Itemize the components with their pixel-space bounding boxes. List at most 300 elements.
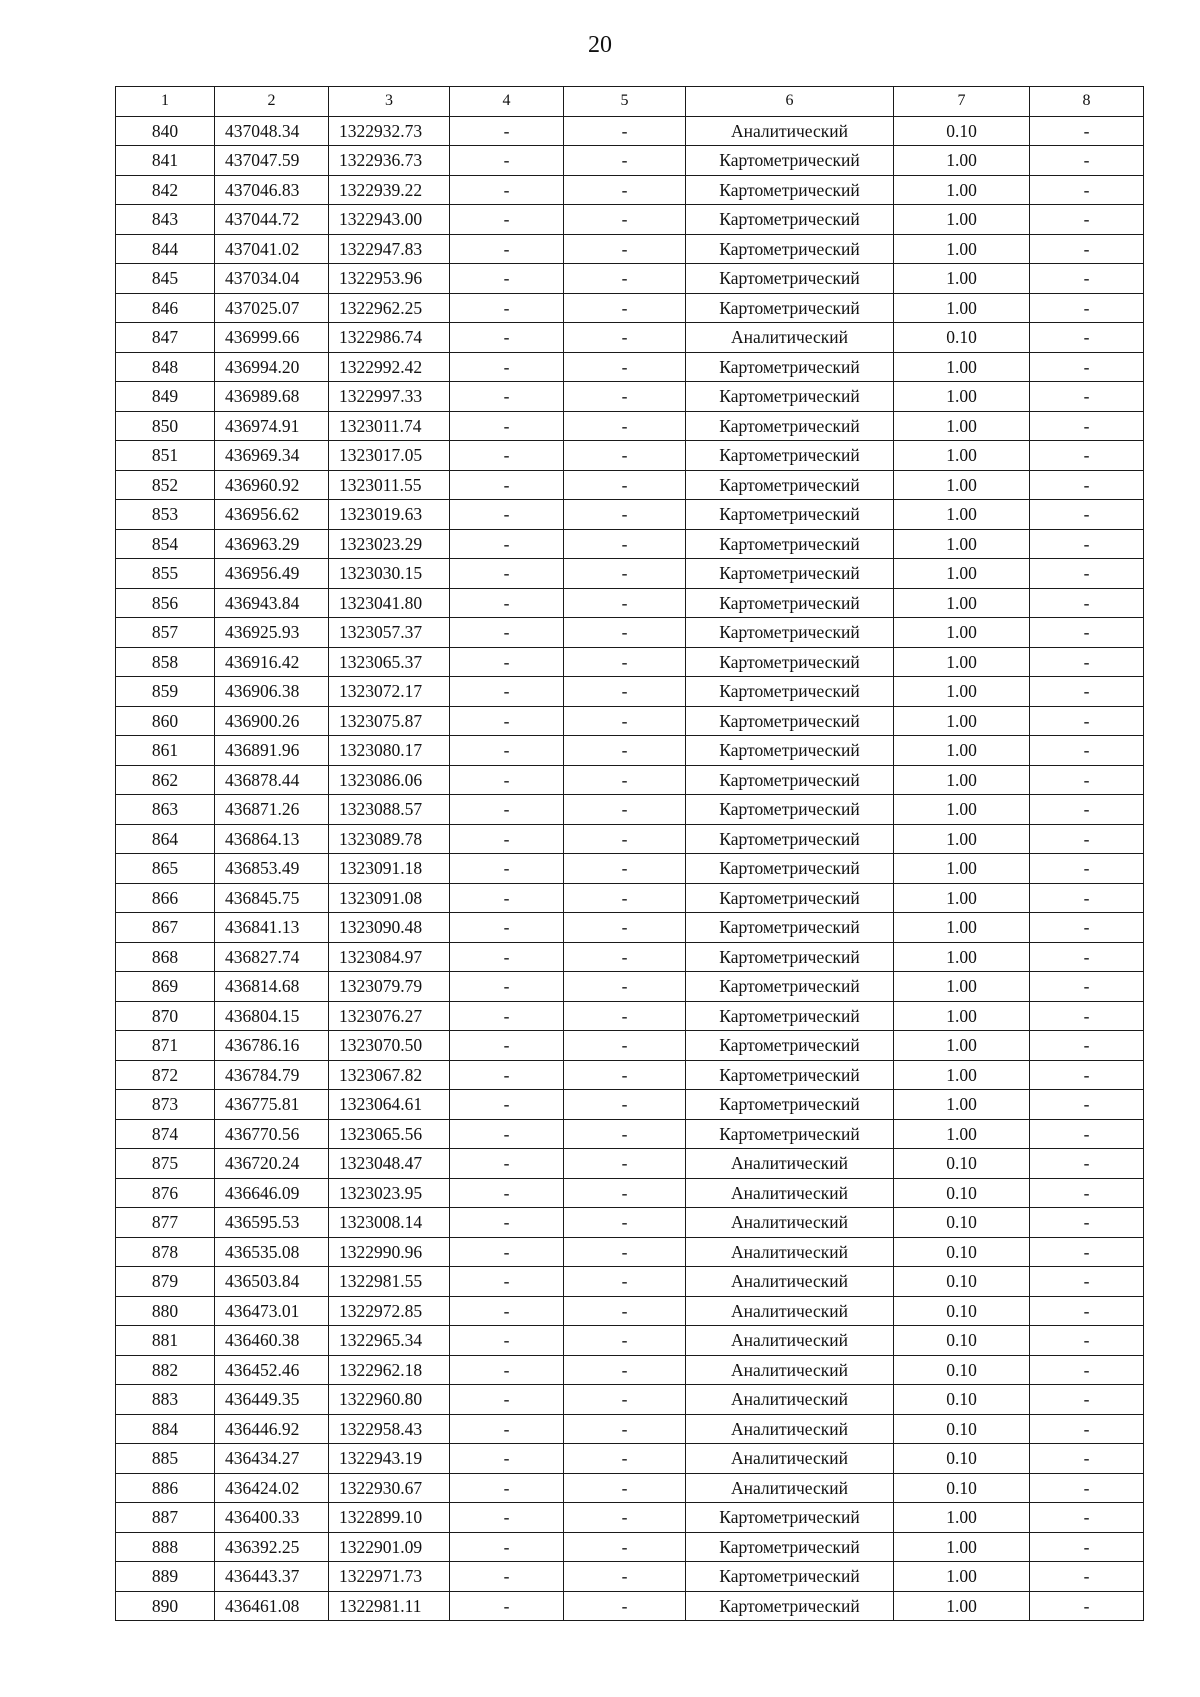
x-coordinate-cell: 436974.91 xyxy=(215,411,329,441)
col8-cell: - xyxy=(1030,1503,1144,1533)
col8-cell: - xyxy=(1030,1591,1144,1621)
col8-cell: - xyxy=(1030,706,1144,736)
point-number-cell: 890 xyxy=(116,1591,215,1621)
y-coordinate-cell: 1322953.96 xyxy=(329,264,450,294)
col8-cell: - xyxy=(1030,234,1144,264)
col4-cell: - xyxy=(450,234,564,264)
col8-cell: - xyxy=(1030,1208,1144,1238)
col4-cell: - xyxy=(450,1208,564,1238)
y-coordinate-cell: 1323072.17 xyxy=(329,677,450,707)
accuracy-cell: 1.00 xyxy=(894,175,1030,205)
point-number-cell: 882 xyxy=(116,1355,215,1385)
y-coordinate-cell: 1323017.05 xyxy=(329,441,450,471)
y-coordinate-cell: 1322901.09 xyxy=(329,1532,450,1562)
header-cell: 6 xyxy=(686,87,894,117)
point-number-cell: 847 xyxy=(116,323,215,353)
method-cell: Картометрический xyxy=(686,618,894,648)
accuracy-cell: 1.00 xyxy=(894,1532,1030,1562)
col5-cell: - xyxy=(564,1385,686,1415)
point-number-cell: 874 xyxy=(116,1119,215,1149)
table-row xyxy=(116,1444,1144,1474)
point-number-cell: 852 xyxy=(116,470,215,500)
x-coordinate-cell: 436443.37 xyxy=(215,1562,329,1592)
col8-cell: - xyxy=(1030,1267,1144,1297)
accuracy-cell: 1.00 xyxy=(894,1090,1030,1120)
col8-cell: - xyxy=(1030,1149,1144,1179)
accuracy-cell: 1.00 xyxy=(894,529,1030,559)
point-number-cell: 866 xyxy=(116,883,215,913)
table-row xyxy=(116,1385,1144,1415)
point-number-cell: 857 xyxy=(116,618,215,648)
table-row xyxy=(116,588,1144,618)
y-coordinate-cell: 1323080.17 xyxy=(329,736,450,766)
x-coordinate-cell: 436916.42 xyxy=(215,647,329,677)
method-cell: Картометрический xyxy=(686,559,894,589)
method-cell: Аналитический xyxy=(686,1267,894,1297)
accuracy-cell: 1.00 xyxy=(894,411,1030,441)
table-header-row xyxy=(116,87,1144,117)
col4-cell: - xyxy=(450,1473,564,1503)
col4-cell: - xyxy=(450,1414,564,1444)
table-row xyxy=(116,1503,1144,1533)
col8-cell: - xyxy=(1030,500,1144,530)
y-coordinate-cell: 1323075.87 xyxy=(329,706,450,736)
col4-cell: - xyxy=(450,913,564,943)
col5-cell: - xyxy=(564,1414,686,1444)
col5-cell: - xyxy=(564,264,686,294)
y-coordinate-cell: 1322943.19 xyxy=(329,1444,450,1474)
col5-cell: - xyxy=(564,913,686,943)
accuracy-cell: 1.00 xyxy=(894,795,1030,825)
y-coordinate-cell: 1323084.97 xyxy=(329,942,450,972)
col8-cell: - xyxy=(1030,470,1144,500)
table-row xyxy=(116,795,1144,825)
method-cell: Картометрический xyxy=(686,1031,894,1061)
accuracy-cell: 1.00 xyxy=(894,293,1030,323)
col8-cell: - xyxy=(1030,1532,1144,1562)
x-coordinate-cell: 436460.38 xyxy=(215,1326,329,1356)
accuracy-cell: 1.00 xyxy=(894,883,1030,913)
point-number-cell: 865 xyxy=(116,854,215,884)
col4-cell: - xyxy=(450,1001,564,1031)
col8-cell: - xyxy=(1030,264,1144,294)
y-coordinate-cell: 1322960.80 xyxy=(329,1385,450,1415)
col4-cell: - xyxy=(450,618,564,648)
col5-cell: - xyxy=(564,1355,686,1385)
x-coordinate-cell: 436720.24 xyxy=(215,1149,329,1179)
point-number-cell: 863 xyxy=(116,795,215,825)
accuracy-cell: 1.00 xyxy=(894,234,1030,264)
x-coordinate-cell: 436814.68 xyxy=(215,972,329,1002)
table-row xyxy=(116,1208,1144,1238)
col8-cell: - xyxy=(1030,588,1144,618)
col5-cell: - xyxy=(564,1503,686,1533)
accuracy-cell: 1.00 xyxy=(894,913,1030,943)
x-coordinate-cell: 436900.26 xyxy=(215,706,329,736)
y-coordinate-cell: 1323067.82 xyxy=(329,1060,450,1090)
col5-cell: - xyxy=(564,618,686,648)
method-cell: Картометрический xyxy=(686,1503,894,1533)
table-row xyxy=(116,824,1144,854)
point-number-cell: 853 xyxy=(116,500,215,530)
header-cell: 5 xyxy=(564,87,686,117)
col5-cell: - xyxy=(564,795,686,825)
accuracy-cell: 1.00 xyxy=(894,352,1030,382)
col4-cell: - xyxy=(450,1532,564,1562)
y-coordinate-cell: 1322932.73 xyxy=(329,116,450,146)
col5-cell: - xyxy=(564,441,686,471)
accuracy-cell: 1.00 xyxy=(894,559,1030,589)
header-cell: 2 xyxy=(215,87,329,117)
method-cell: Картометрический xyxy=(686,942,894,972)
table-row xyxy=(116,1473,1144,1503)
method-cell: Аналитический xyxy=(686,1296,894,1326)
table-row xyxy=(116,1355,1144,1385)
x-coordinate-cell: 436646.09 xyxy=(215,1178,329,1208)
table-row xyxy=(116,1326,1144,1356)
accuracy-cell: 0.10 xyxy=(894,1296,1030,1326)
method-cell: Картометрический xyxy=(686,765,894,795)
col4-cell: - xyxy=(450,1267,564,1297)
col4-cell: - xyxy=(450,883,564,913)
col5-cell: - xyxy=(564,234,686,264)
y-coordinate-cell: 1323091.08 xyxy=(329,883,450,913)
y-coordinate-cell: 1323070.50 xyxy=(329,1031,450,1061)
accuracy-cell: 1.00 xyxy=(894,264,1030,294)
x-coordinate-cell: 436960.92 xyxy=(215,470,329,500)
col5-cell: - xyxy=(564,1267,686,1297)
y-coordinate-cell: 1323030.15 xyxy=(329,559,450,589)
table-row xyxy=(116,1119,1144,1149)
col5-cell: - xyxy=(564,382,686,412)
table-row xyxy=(116,470,1144,500)
point-number-cell: 846 xyxy=(116,293,215,323)
method-cell: Картометрический xyxy=(686,706,894,736)
accuracy-cell: 1.00 xyxy=(894,1503,1030,1533)
point-number-cell: 845 xyxy=(116,264,215,294)
col5-cell: - xyxy=(564,1119,686,1149)
col4-cell: - xyxy=(450,1090,564,1120)
col8-cell: - xyxy=(1030,1414,1144,1444)
y-coordinate-cell: 1322962.18 xyxy=(329,1355,450,1385)
col5-cell: - xyxy=(564,293,686,323)
accuracy-cell: 1.00 xyxy=(894,588,1030,618)
col8-cell: - xyxy=(1030,765,1144,795)
col5-cell: - xyxy=(564,972,686,1002)
col8-cell: - xyxy=(1030,1031,1144,1061)
point-number-cell: 878 xyxy=(116,1237,215,1267)
point-number-cell: 873 xyxy=(116,1090,215,1120)
x-coordinate-cell: 436956.49 xyxy=(215,559,329,589)
col8-cell: - xyxy=(1030,205,1144,235)
point-number-cell: 859 xyxy=(116,677,215,707)
method-cell: Аналитический xyxy=(686,1414,894,1444)
method-cell: Картометрический xyxy=(686,234,894,264)
method-cell: Картометрический xyxy=(686,736,894,766)
col8-cell: - xyxy=(1030,529,1144,559)
accuracy-cell: 1.00 xyxy=(894,146,1030,176)
point-number-cell: 854 xyxy=(116,529,215,559)
y-coordinate-cell: 1323065.56 xyxy=(329,1119,450,1149)
col4-cell: - xyxy=(450,411,564,441)
x-coordinate-cell: 436424.02 xyxy=(215,1473,329,1503)
y-coordinate-cell: 1323090.48 xyxy=(329,913,450,943)
x-coordinate-cell: 436784.79 xyxy=(215,1060,329,1090)
y-coordinate-cell: 1323057.37 xyxy=(329,618,450,648)
method-cell: Аналитический xyxy=(686,1355,894,1385)
col5-cell: - xyxy=(564,470,686,500)
col4-cell: - xyxy=(450,1149,564,1179)
accuracy-cell: 0.10 xyxy=(894,1149,1030,1179)
table-row xyxy=(116,1090,1144,1120)
col8-cell: - xyxy=(1030,559,1144,589)
col8-cell: - xyxy=(1030,382,1144,412)
accuracy-cell: 1.00 xyxy=(894,500,1030,530)
col8-cell: - xyxy=(1030,1473,1144,1503)
method-cell: Аналитический xyxy=(686,1385,894,1415)
col8-cell: - xyxy=(1030,854,1144,884)
point-number-cell: 875 xyxy=(116,1149,215,1179)
x-coordinate-cell: 436853.49 xyxy=(215,854,329,884)
point-number-cell: 841 xyxy=(116,146,215,176)
col8-cell: - xyxy=(1030,942,1144,972)
col4-cell: - xyxy=(450,1031,564,1061)
col4-cell: - xyxy=(450,1591,564,1621)
accuracy-cell: 0.10 xyxy=(894,1473,1030,1503)
col4-cell: - xyxy=(450,824,564,854)
method-cell: Картометрический xyxy=(686,647,894,677)
col4-cell: - xyxy=(450,323,564,353)
x-coordinate-cell: 436999.66 xyxy=(215,323,329,353)
table-row xyxy=(116,765,1144,795)
method-cell: Картометрический xyxy=(686,382,894,412)
accuracy-cell: 1.00 xyxy=(894,647,1030,677)
method-cell: Картометрический xyxy=(686,411,894,441)
method-cell: Картометрический xyxy=(686,1591,894,1621)
point-number-cell: 877 xyxy=(116,1208,215,1238)
col5-cell: - xyxy=(564,1001,686,1031)
method-cell: Аналитический xyxy=(686,1473,894,1503)
x-coordinate-cell: 436503.84 xyxy=(215,1267,329,1297)
col4-cell: - xyxy=(450,1119,564,1149)
table-row xyxy=(116,352,1144,382)
table-row xyxy=(116,913,1144,943)
method-cell: Картометрический xyxy=(686,795,894,825)
table-row xyxy=(116,500,1144,530)
table-row xyxy=(116,234,1144,264)
col4-cell: - xyxy=(450,1503,564,1533)
x-coordinate-cell: 436804.15 xyxy=(215,1001,329,1031)
x-coordinate-cell: 436994.20 xyxy=(215,352,329,382)
point-number-cell: 851 xyxy=(116,441,215,471)
x-coordinate-cell: 436786.16 xyxy=(215,1031,329,1061)
col5-cell: - xyxy=(564,352,686,382)
col5-cell: - xyxy=(564,1237,686,1267)
table-row xyxy=(116,1296,1144,1326)
table-row xyxy=(116,1562,1144,1592)
x-coordinate-cell: 436956.62 xyxy=(215,500,329,530)
x-coordinate-cell: 436963.29 xyxy=(215,529,329,559)
accuracy-cell: 0.10 xyxy=(894,1444,1030,1474)
table-row xyxy=(116,205,1144,235)
point-number-cell: 876 xyxy=(116,1178,215,1208)
y-coordinate-cell: 1323008.14 xyxy=(329,1208,450,1238)
col5-cell: - xyxy=(564,1326,686,1356)
method-cell: Аналитический xyxy=(686,1208,894,1238)
table-row xyxy=(116,972,1144,1002)
accuracy-cell: 1.00 xyxy=(894,677,1030,707)
table-row xyxy=(116,559,1144,589)
method-cell: Картометрический xyxy=(686,441,894,471)
col5-cell: - xyxy=(564,588,686,618)
col5-cell: - xyxy=(564,1473,686,1503)
col8-cell: - xyxy=(1030,972,1144,1002)
y-coordinate-cell: 1322958.43 xyxy=(329,1414,450,1444)
col8-cell: - xyxy=(1030,1326,1144,1356)
col4-cell: - xyxy=(450,706,564,736)
point-number-cell: 860 xyxy=(116,706,215,736)
table-row xyxy=(116,323,1144,353)
col4-cell: - xyxy=(450,264,564,294)
table-row xyxy=(116,677,1144,707)
method-cell: Картометрический xyxy=(686,352,894,382)
x-coordinate-cell: 436434.27 xyxy=(215,1444,329,1474)
point-number-cell: 843 xyxy=(116,205,215,235)
y-coordinate-cell: 1322972.85 xyxy=(329,1296,450,1326)
col8-cell: - xyxy=(1030,736,1144,766)
col5-cell: - xyxy=(564,411,686,441)
col8-cell: - xyxy=(1030,1296,1144,1326)
method-cell: Картометрический xyxy=(686,588,894,618)
col8-cell: - xyxy=(1030,1237,1144,1267)
point-number-cell: 856 xyxy=(116,588,215,618)
col5-cell: - xyxy=(564,647,686,677)
col4-cell: - xyxy=(450,1060,564,1090)
header-cell: 8 xyxy=(1030,87,1144,117)
accuracy-cell: 1.00 xyxy=(894,441,1030,471)
accuracy-cell: 0.10 xyxy=(894,116,1030,146)
accuracy-cell: 1.00 xyxy=(894,765,1030,795)
table-row xyxy=(116,1149,1144,1179)
accuracy-cell: 1.00 xyxy=(894,824,1030,854)
point-number-cell: 868 xyxy=(116,942,215,972)
y-coordinate-cell: 1322962.25 xyxy=(329,293,450,323)
col5-cell: - xyxy=(564,146,686,176)
point-number-cell: 883 xyxy=(116,1385,215,1415)
col4-cell: - xyxy=(450,382,564,412)
col5-cell: - xyxy=(564,765,686,795)
x-coordinate-cell: 436473.01 xyxy=(215,1296,329,1326)
table-row xyxy=(116,1414,1144,1444)
y-coordinate-cell: 1323065.37 xyxy=(329,647,450,677)
accuracy-cell: 1.00 xyxy=(894,1031,1030,1061)
x-coordinate-cell: 436392.25 xyxy=(215,1532,329,1562)
x-coordinate-cell: 436864.13 xyxy=(215,824,329,854)
col8-cell: - xyxy=(1030,1001,1144,1031)
accuracy-cell: 0.10 xyxy=(894,1414,1030,1444)
col8-cell: - xyxy=(1030,1090,1144,1120)
col5-cell: - xyxy=(564,323,686,353)
table-row xyxy=(116,264,1144,294)
col5-cell: - xyxy=(564,116,686,146)
col5-cell: - xyxy=(564,559,686,589)
method-cell: Аналитический xyxy=(686,1444,894,1474)
col4-cell: - xyxy=(450,352,564,382)
method-cell: Аналитический xyxy=(686,116,894,146)
x-coordinate-cell: 436446.92 xyxy=(215,1414,329,1444)
point-number-cell: 842 xyxy=(116,175,215,205)
col8-cell: - xyxy=(1030,146,1144,176)
col4-cell: - xyxy=(450,175,564,205)
col5-cell: - xyxy=(564,500,686,530)
point-number-cell: 885 xyxy=(116,1444,215,1474)
col4-cell: - xyxy=(450,293,564,323)
table-row xyxy=(116,736,1144,766)
col4-cell: - xyxy=(450,559,564,589)
point-number-cell: 870 xyxy=(116,1001,215,1031)
y-coordinate-cell: 1322965.34 xyxy=(329,1326,450,1356)
point-number-cell: 862 xyxy=(116,765,215,795)
method-cell: Картометрический xyxy=(686,883,894,913)
col5-cell: - xyxy=(564,205,686,235)
x-coordinate-cell: 436906.38 xyxy=(215,677,329,707)
y-coordinate-cell: 1322992.42 xyxy=(329,352,450,382)
col8-cell: - xyxy=(1030,1119,1144,1149)
col5-cell: - xyxy=(564,1591,686,1621)
method-cell: Картометрический xyxy=(686,470,894,500)
method-cell: Картометрический xyxy=(686,293,894,323)
x-coordinate-cell: 436871.26 xyxy=(215,795,329,825)
col4-cell: - xyxy=(450,1444,564,1474)
y-coordinate-cell: 1322947.83 xyxy=(329,234,450,264)
coordinates-table xyxy=(115,86,1144,1621)
x-coordinate-cell: 436969.34 xyxy=(215,441,329,471)
table-row xyxy=(116,942,1144,972)
col4-cell: - xyxy=(450,500,564,530)
x-coordinate-cell: 436841.13 xyxy=(215,913,329,943)
accuracy-cell: 1.00 xyxy=(894,854,1030,884)
header-cell: 4 xyxy=(450,87,564,117)
x-coordinate-cell: 436891.96 xyxy=(215,736,329,766)
accuracy-cell: 0.10 xyxy=(894,1267,1030,1297)
accuracy-cell: 0.10 xyxy=(894,1355,1030,1385)
col5-cell: - xyxy=(564,1178,686,1208)
col5-cell: - xyxy=(564,1208,686,1238)
col4-cell: - xyxy=(450,942,564,972)
accuracy-cell: 1.00 xyxy=(894,470,1030,500)
col5-cell: - xyxy=(564,706,686,736)
col8-cell: - xyxy=(1030,795,1144,825)
method-cell: Картометрический xyxy=(686,500,894,530)
y-coordinate-cell: 1323079.79 xyxy=(329,972,450,1002)
point-number-cell: 872 xyxy=(116,1060,215,1090)
y-coordinate-cell: 1322981.55 xyxy=(329,1267,450,1297)
table-row xyxy=(116,706,1144,736)
x-coordinate-cell: 436989.68 xyxy=(215,382,329,412)
y-coordinate-cell: 1322899.10 xyxy=(329,1503,450,1533)
point-number-cell: 850 xyxy=(116,411,215,441)
method-cell: Картометрический xyxy=(686,175,894,205)
point-number-cell: 880 xyxy=(116,1296,215,1326)
accuracy-cell: 0.10 xyxy=(894,323,1030,353)
x-coordinate-cell: 436827.74 xyxy=(215,942,329,972)
col4-cell: - xyxy=(450,1296,564,1326)
col8-cell: - xyxy=(1030,883,1144,913)
y-coordinate-cell: 1323086.06 xyxy=(329,765,450,795)
accuracy-cell: 0.10 xyxy=(894,1237,1030,1267)
col4-cell: - xyxy=(450,205,564,235)
col4-cell: - xyxy=(450,1385,564,1415)
